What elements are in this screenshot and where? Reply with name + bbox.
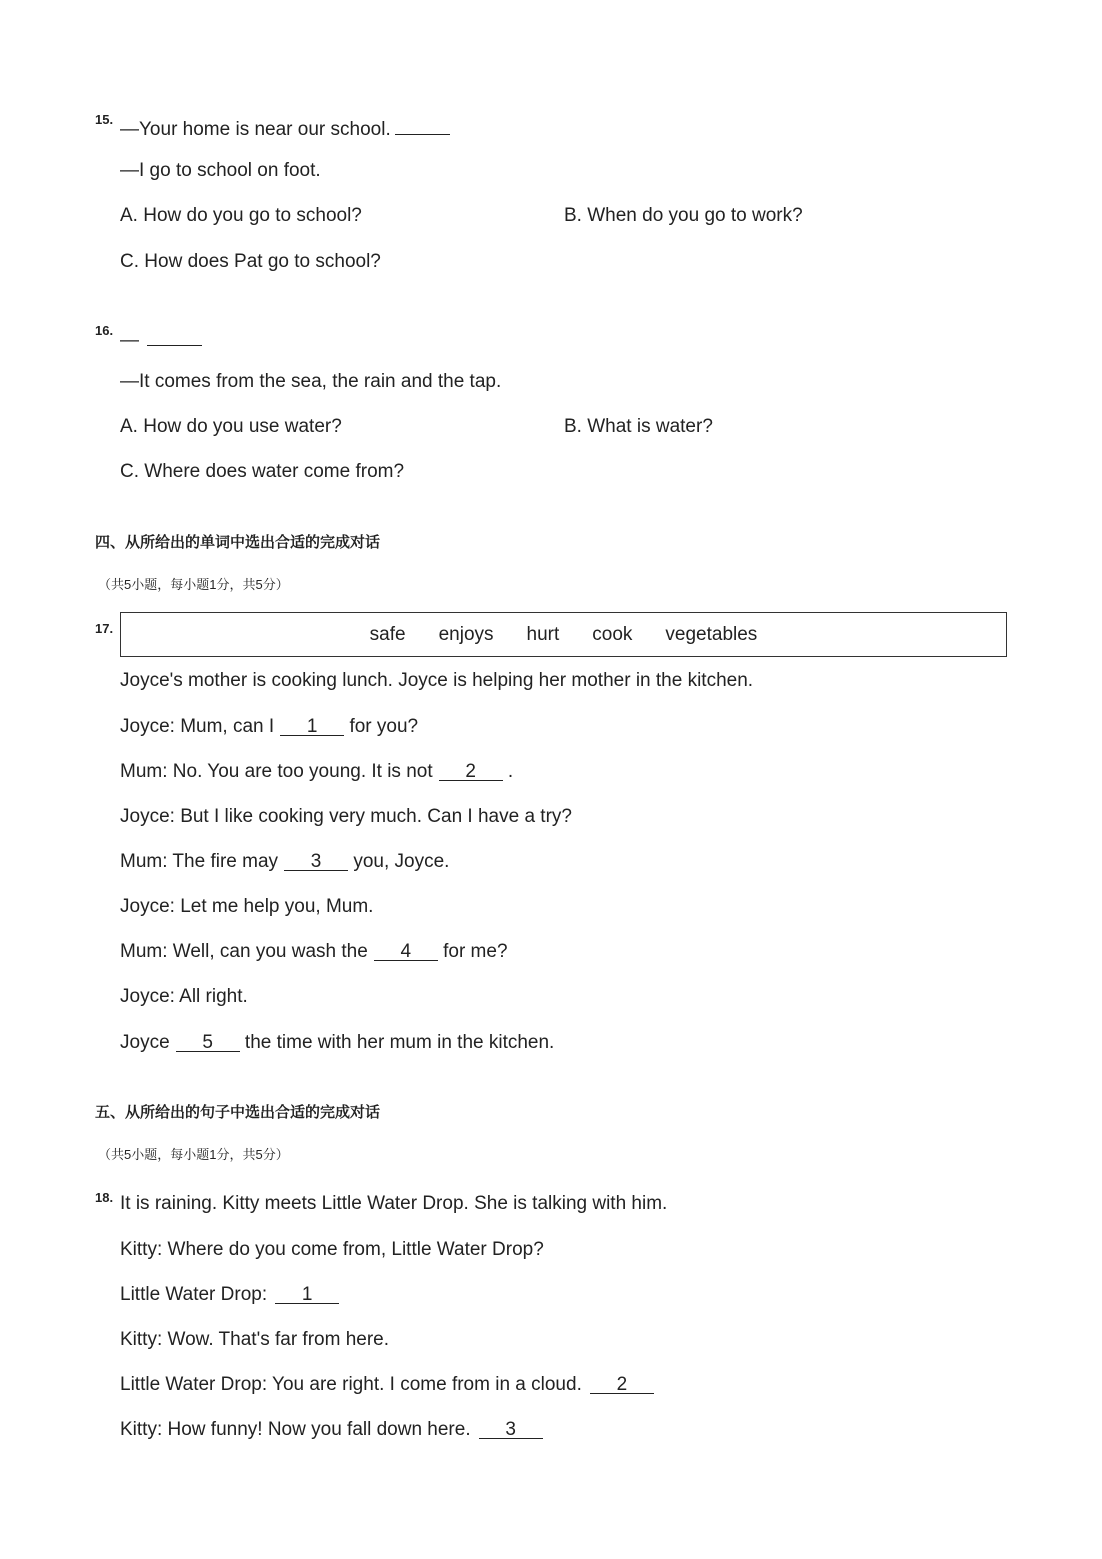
q18-intro: It is raining. Kitty meets Little Water Drop. She is talking with him.: [120, 1193, 668, 1214]
q17-blank-1[interactable]: [280, 715, 344, 736]
q17-blank-1-number: 1: [306, 716, 318, 737]
q16-option-a[interactable]: A. How do you use water?: [120, 416, 342, 437]
q17-intro: Joyce's mother is cooking lunch. Joyce is helping her mother in the kitchen.: [120, 670, 754, 691]
q17-line-7: Joyce: All right.: [120, 986, 248, 1007]
q18-line-4: [120, 1373, 654, 1397]
q15-prompt-text: —Your home is near our school.: [120, 119, 391, 140]
q17-blank-3-number: 3: [310, 851, 322, 872]
q17-line-2-end: .: [507, 761, 514, 782]
q18-blank-3-number: 3: [505, 1419, 516, 1440]
q17-line-1: [120, 715, 418, 739]
word-bank-item: safe: [369, 623, 406, 645]
q15-option-c[interactable]: C. How does Pat go to school?: [120, 251, 381, 272]
q17-blank-2[interactable]: [439, 760, 503, 781]
q17-blank-5[interactable]: [176, 1031, 240, 1052]
q17-blank-4-number: 4: [400, 941, 412, 962]
q16-prompt: [120, 325, 202, 353]
q17-blank-3[interactable]: [284, 850, 348, 871]
q18-line-2-text: Little Water Drop:: [120, 1284, 268, 1305]
q16-prompt-text: —: [120, 330, 139, 351]
q17-line-8-text: Joyce: [120, 1032, 170, 1053]
q18-line-2: [120, 1283, 339, 1307]
q18-line-3: Kitty: Wow. That's far from here.: [120, 1329, 390, 1350]
question-number-16: 16.: [95, 323, 114, 338]
q17-line-4-text: Mum: The fire may: [120, 851, 279, 872]
q17-line-5: Joyce: Let me help you, Mum.: [120, 896, 374, 917]
q17-line-6: [120, 940, 508, 964]
word-bank-item: enjoys: [438, 623, 494, 645]
q17-line-6-text: Mum: Well, can you wash the: [120, 941, 368, 962]
q18-blank-2[interactable]: [590, 1373, 654, 1394]
q16-answer-blank[interactable]: [147, 325, 202, 346]
q17-line-8-end: the time with her mum in the kitchen.: [244, 1032, 555, 1053]
q17-blank-5-number: 5: [202, 1032, 213, 1053]
q18-blank-1[interactable]: [275, 1283, 339, 1304]
q18-line-5: [120, 1418, 543, 1442]
q17-line-1-text: Joyce: Mum, can I: [120, 716, 275, 737]
word-bank-item: hurt: [526, 623, 560, 645]
q17-line-4-end: you, Joyce.: [353, 851, 450, 872]
word-bank-box: [120, 612, 1007, 657]
q16-option-b[interactable]: B. What is water?: [564, 416, 713, 437]
q15-reply: —I go to school on foot.: [120, 160, 321, 181]
question-number-18: 18.: [95, 1190, 114, 1205]
q15-answer-blank[interactable]: [395, 114, 450, 135]
q18-blank-3[interactable]: [479, 1418, 543, 1439]
q16-reply: —It comes from the sea, the rain and the tap.: [120, 371, 502, 392]
section-4-heading: 四、从所给出的单词中选出合适的完成对话: [95, 534, 381, 551]
question-number-17: 17.: [95, 621, 114, 636]
question-number-15: 15.: [95, 112, 114, 127]
section-4-scoring: （共5小题，每小题1分，共5分）: [98, 577, 289, 592]
q17-line-3: Joyce: But I like cooking very much. Can I have a try?: [120, 806, 572, 827]
q16-option-c[interactable]: C. Where does water come from?: [120, 461, 405, 482]
q17-blank-2-number: 2: [465, 761, 476, 782]
q15-option-a[interactable]: A. How do you go to school?: [120, 205, 362, 226]
word-bank-item: vegetables: [665, 623, 758, 645]
q18-line-5-text: Kitty: How funny! Now you fall down here.: [120, 1419, 471, 1440]
q17-line-6-end: for me?: [443, 941, 508, 962]
q17-line-2-text: Mum: No. You are too young. It is not: [120, 761, 433, 782]
q17-line-2: [120, 760, 513, 784]
q18-blank-1-number: 1: [301, 1284, 313, 1305]
section-5-scoring: （共5小题，每小题1分，共5分）: [98, 1147, 289, 1162]
q15-option-b[interactable]: B. When do you go to work?: [564, 205, 803, 226]
q17-line-8: [120, 1031, 554, 1055]
q15-prompt: [120, 114, 450, 142]
q18-line-4-text: Little Water Drop: You are right. I come from in a cloud.: [120, 1374, 582, 1395]
q17-line-1-end: for you?: [349, 716, 419, 737]
q17-line-4: [120, 850, 449, 874]
q18-line-1: Kitty: Where do you come from, Little Water Drop?: [120, 1239, 544, 1260]
q18-blank-2-number: 2: [616, 1374, 628, 1395]
word-bank-item: cook: [592, 623, 633, 645]
section-5-heading: 五、从所给出的句子中选出合适的完成对话: [95, 1104, 381, 1121]
q17-blank-4[interactable]: [374, 940, 438, 961]
